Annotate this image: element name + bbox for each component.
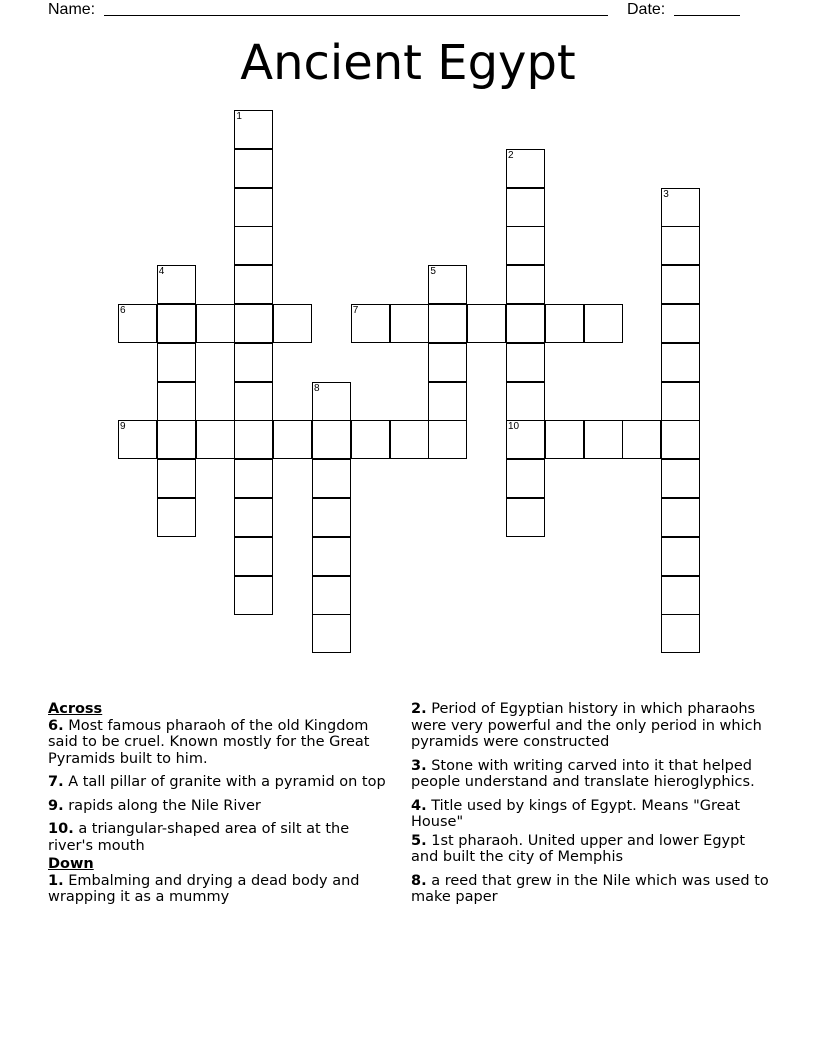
grid-cell[interactable]: [118, 304, 157, 343]
clue-number: 7.: [48, 774, 64, 790]
clue-number-label: 3: [663, 188, 669, 200]
clue-number: 9.: [48, 797, 64, 814]
grid-cell[interactable]: [506, 149, 545, 188]
grid-cell[interactable]: [584, 420, 623, 459]
grid-cell[interactable]: [234, 459, 273, 498]
clue-number: 6.: [48, 717, 64, 734]
grid-cell[interactable]: [234, 226, 273, 265]
grid-cell[interactable]: [234, 304, 273, 343]
grid-cell[interactable]: [506, 265, 545, 304]
clue-number-label: 9: [120, 421, 126, 433]
clue-across-6: [48, 718, 398, 768]
clue-number-label: 10: [508, 421, 520, 433]
grid-cell[interactable]: [428, 382, 467, 421]
grid-cell[interactable]: [661, 226, 700, 265]
grid-cell[interactable]: [118, 420, 157, 459]
clue-down-4: [411, 798, 771, 831]
clue-text: rapids along the Nile River: [68, 797, 261, 814]
clue-down-5: [411, 833, 771, 866]
clue-number: 2.: [411, 701, 427, 717]
grid-cell[interactable]: [351, 420, 390, 459]
clue-number: 5.: [411, 832, 427, 849]
clues-right-column: [411, 701, 771, 913]
grid-cell[interactable]: [661, 304, 700, 343]
grid-cell[interactable]: [622, 420, 661, 459]
grid-cell[interactable]: [312, 537, 351, 576]
grid-cell[interactable]: [545, 420, 584, 459]
grid-cell[interactable]: [661, 614, 700, 653]
clue-number-label: 2: [508, 149, 514, 161]
grid-cell[interactable]: [273, 420, 312, 459]
clue-text: Most famous pharaoh of the old Kingdom said to be cruel. Known mostly for the Great Pyramids built to him.: [48, 717, 370, 767]
clue-text: Title used by kings of Egypt. Means "Great House": [411, 797, 741, 830]
grid-cell[interactable]: [506, 343, 545, 382]
grid-cell[interactable]: [584, 304, 623, 343]
grid-cell[interactable]: [157, 265, 196, 304]
name-label: Name:: [48, 1, 96, 18]
clue-number-label: 7: [352, 305, 359, 316]
grid-cell[interactable]: [312, 576, 351, 615]
clues-left-column: [48, 701, 398, 913]
grid-cell[interactable]: [390, 420, 429, 459]
clue-number-label: 6: [120, 305, 126, 316]
grid-cell[interactable]: [234, 576, 273, 615]
clue-number-label: 8: [314, 382, 320, 394]
grid-cell[interactable]: [428, 343, 467, 382]
grid-cell[interactable]: [234, 420, 273, 459]
clue-number: 1.: [48, 872, 64, 889]
grid-cell[interactable]: [661, 382, 700, 421]
clue-number-label: 4: [158, 266, 165, 278]
grid-cell[interactable]: [661, 576, 700, 615]
clue-text: A tall pillar of granite with a pyramid on top: [68, 774, 386, 790]
grid-cell[interactable]: [196, 420, 235, 459]
grid-cell[interactable]: [312, 498, 351, 537]
grid-cell[interactable]: [467, 304, 506, 343]
grid-cell[interactable]: [428, 420, 467, 459]
grid-cell[interactable]: [273, 304, 312, 343]
grid-cell[interactable]: [157, 343, 196, 382]
grid-cell[interactable]: [351, 304, 390, 343]
clue-text: 1st pharaoh. United upper and lower Egypt and built the city of Memphis: [411, 832, 746, 865]
clue-down-1: [48, 873, 398, 906]
clue-text: Period of Egyptian history in which pharaohs were very powerful and the only period in which pyramids were constructed: [411, 701, 762, 750]
clue-text: Embalming and drying a dead body and wrapping it as a mummy: [48, 872, 360, 905]
down-heading: Down: [48, 856, 94, 872]
grid-cell[interactable]: [506, 304, 545, 343]
grid-cell[interactable]: [661, 343, 700, 382]
grid-cell[interactable]: [506, 226, 545, 265]
grid-cell[interactable]: [312, 614, 351, 653]
clue-across-9: [48, 798, 398, 815]
grid-cell[interactable]: [234, 110, 273, 149]
grid-cell[interactable]: [234, 265, 273, 304]
clue-down-3: [411, 758, 771, 791]
clue-text: Stone with writing carved into it that helped people understand and translate hieroglyphics.: [411, 757, 755, 790]
grid-cell[interactable]: [506, 188, 545, 227]
grid-cell[interactable]: [506, 459, 545, 498]
grid-cell[interactable]: [661, 537, 700, 576]
page-title: Ancient Egypt: [240, 35, 576, 91]
grid-cell[interactable]: [157, 498, 196, 537]
clue-across-7: [48, 774, 398, 791]
clue-number: 3.: [411, 757, 427, 774]
grid-cell[interactable]: [661, 459, 700, 498]
across-heading: Across: [48, 701, 103, 717]
clue-number: 4.: [411, 797, 427, 814]
clue-text: a reed that grew in the Nile which was used to make paper: [411, 872, 769, 905]
clue-across-10: [48, 821, 398, 854]
grid-cell[interactable]: [234, 382, 273, 421]
grid-cell[interactable]: [234, 343, 273, 382]
grid-cell[interactable]: [312, 420, 351, 459]
grid-cell[interactable]: [661, 265, 700, 304]
grid-cell[interactable]: [506, 382, 545, 421]
clue-down-2: [411, 701, 771, 751]
grid-cell[interactable]: [545, 304, 584, 343]
grid-cell[interactable]: [234, 149, 273, 188]
grid-cell[interactable]: [234, 188, 273, 227]
grid-cell[interactable]: [428, 304, 467, 343]
grid-cell[interactable]: [661, 188, 700, 227]
clue-number-label: 5: [430, 266, 436, 278]
clue-text: a triangular-shaped area of silt at the river's mouth: [48, 821, 350, 854]
grid-cell[interactable]: [157, 382, 196, 421]
grid-cell[interactable]: [312, 459, 351, 498]
grid-cell[interactable]: [157, 304, 196, 343]
clue-number: 8.: [411, 872, 427, 889]
clue-number-label: 1: [236, 111, 242, 122]
grid-cell[interactable]: [157, 420, 196, 459]
grid-cell[interactable]: [234, 498, 273, 537]
grid-cell[interactable]: [661, 498, 700, 537]
grid-cell[interactable]: [312, 382, 351, 421]
clue-number: 10.: [48, 821, 74, 837]
grid-cell[interactable]: [506, 420, 545, 459]
date-label: Date:: [627, 1, 666, 18]
grid-cell[interactable]: [428, 265, 467, 304]
grid-cell[interactable]: [661, 420, 700, 459]
grid-cell[interactable]: [234, 537, 273, 576]
grid-cell[interactable]: [196, 304, 235, 343]
clue-down-8: [411, 873, 771, 906]
grid-cell[interactable]: [506, 498, 545, 537]
grid-cell[interactable]: [157, 459, 196, 498]
grid-cell[interactable]: [390, 304, 429, 343]
